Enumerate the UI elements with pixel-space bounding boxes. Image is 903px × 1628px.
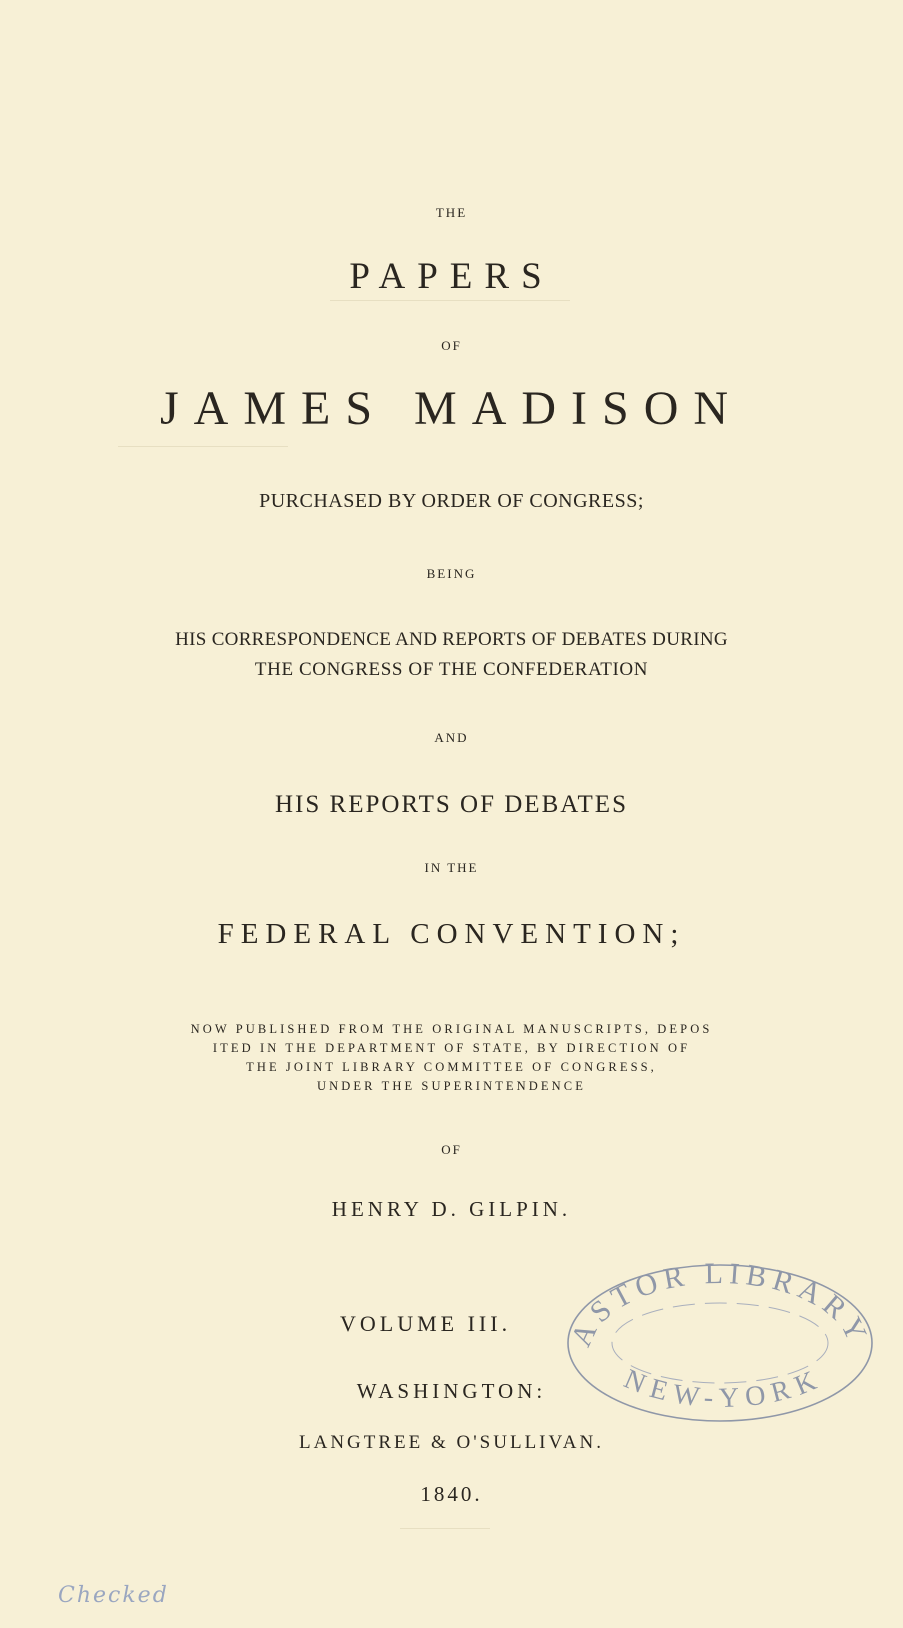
convention-heading: FEDERAL CONVENTION;: [217, 918, 686, 950]
editor-name: HENRY D. GILPIN.: [331, 1197, 572, 1221]
in-the-label: IN THE: [424, 860, 479, 875]
divider-rule: [400, 1528, 490, 1529]
published-line-4: UNDER THE SUPERINTENDENCE: [317, 1079, 586, 1093]
and-label: AND: [434, 730, 469, 745]
correspondence-line-2: THE CONGRESS OF THE CONFEDERATION: [254, 659, 649, 680]
published-line-3: THE JOINT LIBRARY COMMITTEE OF CONGRESS,: [246, 1060, 657, 1074]
stamp-top-text: ASTOR LIBRARY: [564, 1258, 876, 1352]
handwritten-note: Checked: [58, 1583, 169, 1608]
library-stamp: [560, 1258, 880, 1428]
publisher-line: LANGTREE & O'SULLIVAN.: [299, 1432, 604, 1453]
divider-rule: [330, 300, 570, 301]
volume-label: VOLUME III.: [340, 1311, 512, 1336]
the-label: THE: [435, 205, 468, 220]
being-label: BEING: [426, 566, 477, 581]
of-label: OF: [441, 338, 462, 353]
correspondence-line-1: HIS CORRESPONDENCE AND REPORTS OF DEBATES DURING: [175, 629, 728, 650]
stamp-bottom-text: NEW-YORK: [619, 1363, 826, 1415]
purchased-line: PURCHASED BY ORDER OF CONGRESS;: [259, 490, 644, 512]
published-line-1: NOW PUBLISHED FROM THE ORIGINAL MANUSCRIPTS, DEPOS: [190, 1022, 713, 1036]
papers-heading: PAPERS: [349, 256, 554, 297]
author-name: JAMES MADISON: [159, 382, 744, 435]
of-label-2: OF: [441, 1142, 462, 1157]
reports-heading: HIS REPORTS OF DEBATES: [275, 791, 628, 818]
published-line-2: ITED IN THE DEPARTMENT OF STATE, BY DIRECTION OF: [212, 1041, 691, 1055]
divider-rule: [118, 446, 288, 447]
place-line: WASHINGTON:: [356, 1379, 547, 1403]
year-line: 1840.: [420, 1482, 483, 1506]
